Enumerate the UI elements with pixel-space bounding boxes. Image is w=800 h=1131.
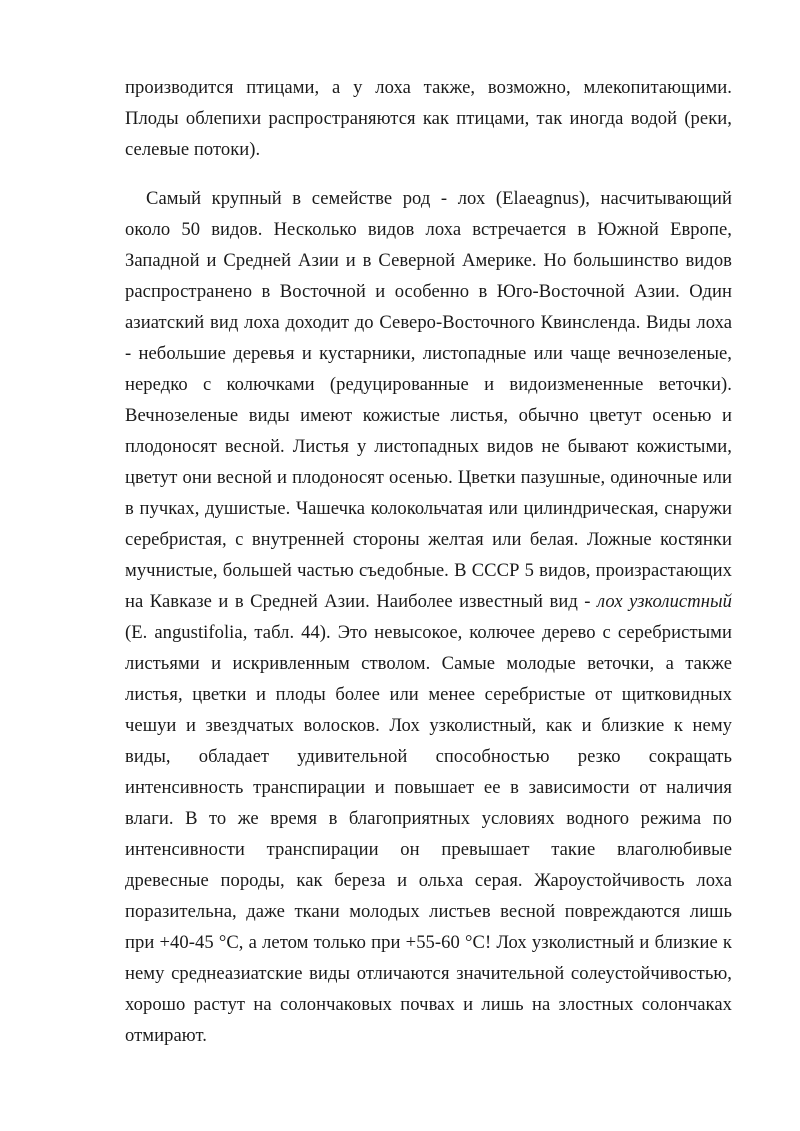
paragraph-text-part1: Самый крупный в семействе род - лох (Elaeagnus), насчитывающий около 50 видов. Несколько видов лоха встречается в Южной Европе, Западной и Средней Азии и в Северной Америке. Но большинство видов распространено в Восточной и особенно в Юго-Восточной Азии. Один азиатский вид лоха доходит до Северо-Восточного Квинсленда. Виды лоха - небольшие деревья и кустарники, листопадные или чаще вечнозеленые, нередко с колючками (редуцированные и видоизмененные веточки). Вечнозеленые виды имеют кожистые листья, обычно цветут осенью и плодоносят весной. Листья у листопадных видов не бывают кожистыми, цветут они весной и плодоносят осенью. Цветки пазушные, одиночные или в пучках, душистые. Чашечка колокольчатая или цилиндрическая, снаружи серебристая, с внутренней стороны желтая или белая. Ложные костянки мучнистые, большей частью съедобные. В СССР 5 видов, произрастающих на Кавказе и в Средней Азии. Наиболее известный вид - bbox=[125, 188, 732, 612]
paragraph-text-part2: (E. angustifolia, табл. 44). Это невысокое, колючее дерево с серебристыми листьями и искривленным стволом. Самые молодые веточки, а также листья, цветки и плоды более или менее серебристые от щитковидных чешуи и звездчатых волосков. Лох узколистный, как и близкие к нему виды, обладает удивительной способностью резко сокращать интенсивность транспирации и повышает ее в зависимости от наличия влаги. В то же время в благоприятных условиях водного режима по интенсивности транспирации он превышает такие влаголюбивые древесные породы, как береза и ольха серая. Жароустойчивость лоха поразительна, даже ткани молодых листьев весной повреждаются лишь при +40-45 °С, а летом только при +55-60 °С! Лох узколистный и близкие к нему среднеазиатские виды отличаются значительной солеустойчивостью, хорошо растут на солончаковых почвах и лишь на злостных солончаках отмирают. bbox=[125, 622, 732, 1046]
paragraph-elaeagnus bbox=[125, 183, 732, 1051]
species-name-italic: лох узколистный bbox=[597, 591, 732, 612]
paragraph-continuation: производится птицами, а у лоха также, возможно, млекопитающими. Плоды облепихи распространяются как птицами, так иногда водой (реки, селевые потоки). bbox=[125, 77, 732, 160]
